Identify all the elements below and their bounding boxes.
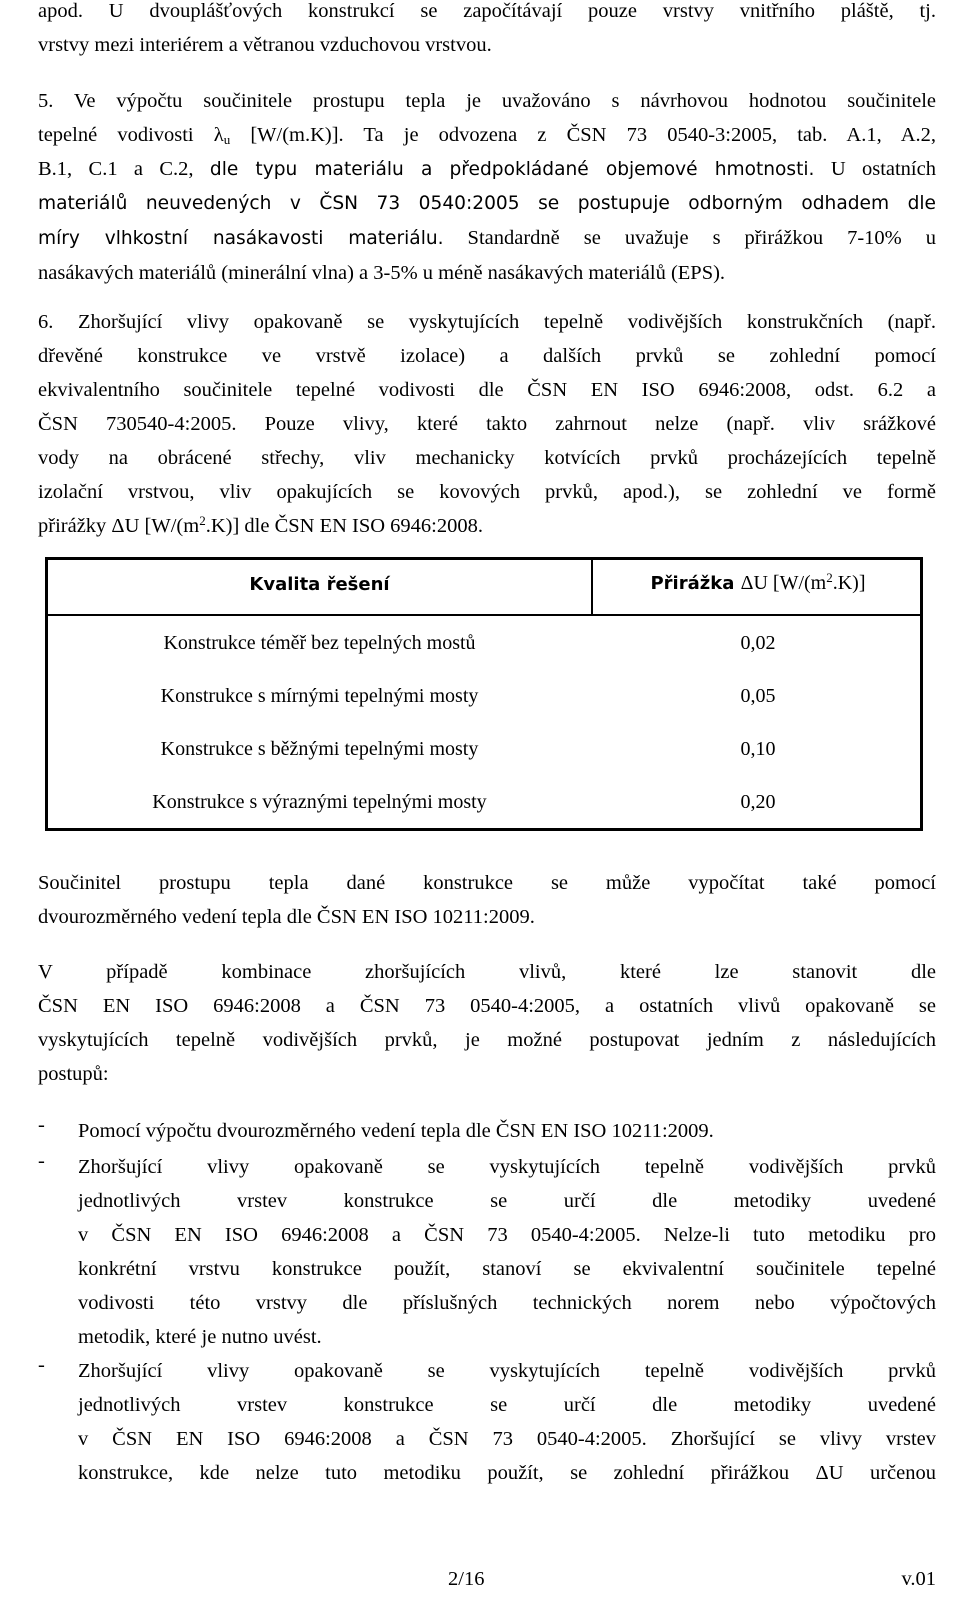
table-row-label: Konstrukce s běžnými tepelnými mosty [160,738,479,760]
list-dash: - [38,1354,45,1376]
text-line: v ČSN EN ISO 6946:2008 a ČSN 73 0540-4:2005. Zhoršující se vlivy vrstev [78,1428,936,1450]
table-row-value: 0,20 [740,791,776,813]
text-line: dřevěné konstrukce ve vrstvě izolace) a dalších prvků se zohlední pomocí [38,345,936,367]
table-row-label: Konstrukce s výraznými tepelnými mosty [152,791,487,813]
item-6-paragraph [38,305,936,543]
text-line: míry vlhkostní nasákavosti materiálu. Standardně se uvažuje s přirážkou 7-10% u [38,227,936,249]
text-line: metodik, které je nutno uvést. [78,1326,322,1348]
text-line: izolační vrstvou, vliv opakujících se kovových prvků, apod.), se zohlední ve formě [38,481,936,503]
text-line: Pomocí výpočtu dvourozměrného vedení tepla dle ČSN EN ISO 10211:2009. [78,1120,714,1142]
text-line: 5. Ve výpočtu součinitele prostupu tepla je uvažováno s návrhovou hodnotou součinitele [38,90,936,112]
text-line: V případě kombinace zhoršujících vlivů, které lze stanovit dle [38,961,936,983]
text-line: konstrukce, kde nelze tuto metodiku použít, se zohlední přirážkou ΔU určenou [78,1462,936,1484]
text-line: dvourozměrného vedení tepla dle ČSN EN ISO 10211:2009. [38,906,535,928]
text-line: Zhoršující vlivy opakovaně se vyskytujících tepelně vodivějších prvků [78,1360,936,1382]
combination-paragraph [38,955,936,1091]
list-dash: - [38,1150,45,1172]
text-line: nasákavých materiálů (minerální vlna) a 3-5% u méně nasákavých materiálů (EPS). [38,262,726,284]
table-row-value: 0,10 [740,738,776,760]
text-line: tepelné vodivosti $\lambda_u$ [W/(m.K)]. Ta je odvozena z ČSN 73 0540-3:2005, tab. A.1, A.2, [38,124,936,147]
text-line: vody na obrácené střechy, vliv mechanicky kotvících prvků procházejících tepelně [38,447,936,469]
text-line: ČSN EN ISO 6946:2008 a ČSN 73 0540-4:2005, a ostatních vlivů opakovaně se [38,995,936,1017]
item-5-paragraph [38,84,936,290]
table-row-label: Konstrukce téměř bez tepelných mostů [163,632,476,654]
text-line: ekvivalentního součinitele tepelné vodivosti dle ČSN EN ISO 6946:2008, odst. 6.2 a [38,379,936,401]
version-label: v.01 [901,1568,936,1590]
text-line: přirážky ΔU $[W/(m^2.K)]$ dle ČSN EN ISO 6946:2008. [38,513,483,537]
text-line: B.1, C.1 a C.2, dle typu materiálu a předpokládané objemové hmotnosti. U ostatních [38,158,936,180]
list-item [78,1150,936,1354]
text-line: materiálů neuvedených v ČSN 73 0540:2005 se postupuje odborným odhadem dle [38,193,936,214]
intro-paragraph [38,0,936,62]
header-quality: Kvalita řešení [249,574,390,595]
header-surcharge: Přirážka ΔU $[W/(m^2.K)]$ [650,570,866,594]
table-row-value: 0,05 [740,685,776,707]
list-item [78,1114,936,1148]
text-line: Zhoršující vlivy opakovaně se vyskytujících tepelně vodivějších prvků [78,1156,936,1178]
text-line: Součinitel prostupu tepla dané konstrukce se může vypočítat také pomocí [38,872,936,894]
list-dash: - [38,1114,45,1136]
text-line: apod. U dvouplášťových konstrukcí se započítávají pouze vrstvy vnitřního pláště, tj. [38,0,936,22]
text-line: postupů: [38,1063,109,1085]
table-row-label: Konstrukce s mírnými tepelnými mosty [160,685,479,707]
text-line: 6. Zhoršující vlivy opakovaně se vyskytujících tepelně vodivějších konstrukčních (např. [38,311,936,333]
text-line: v ČSN EN ISO 6946:2008 a ČSN 73 0540-4:2005. Nelze-li tuto metodiku pro [78,1224,936,1246]
text-line: vrstvy mezi interiérem a větranou vzduchovou vrstvou. [38,34,492,56]
text-line: vodivosti této vrstvy dle příslušných technických norem nebo výpočtových [78,1292,936,1314]
surcharge-table [45,557,923,831]
text-line: jednotlivých vrstev konstrukce se určí dle metodiky uvedené [78,1394,936,1416]
page-number: 2/16 [448,1568,485,1590]
twodim-paragraph [38,866,936,934]
list-item [78,1354,936,1490]
text-line: konkrétní vrstvu konstrukce použít, stanoví se ekvivalentní součinitele tepelné [78,1258,936,1280]
text-line: ČSN 730540-4:2005. Pouze vlivy, které takto zahrnout nelze (např. vliv srážkové [38,413,936,435]
table-row-value: 0,02 [740,632,776,654]
text-line: vyskytujících tepelně vodivějších prvků, je možné postupovat jedním z následujících [38,1029,936,1051]
text-line: jednotlivých vrstev konstrukce se určí dle metodiky uvedené [78,1190,936,1212]
